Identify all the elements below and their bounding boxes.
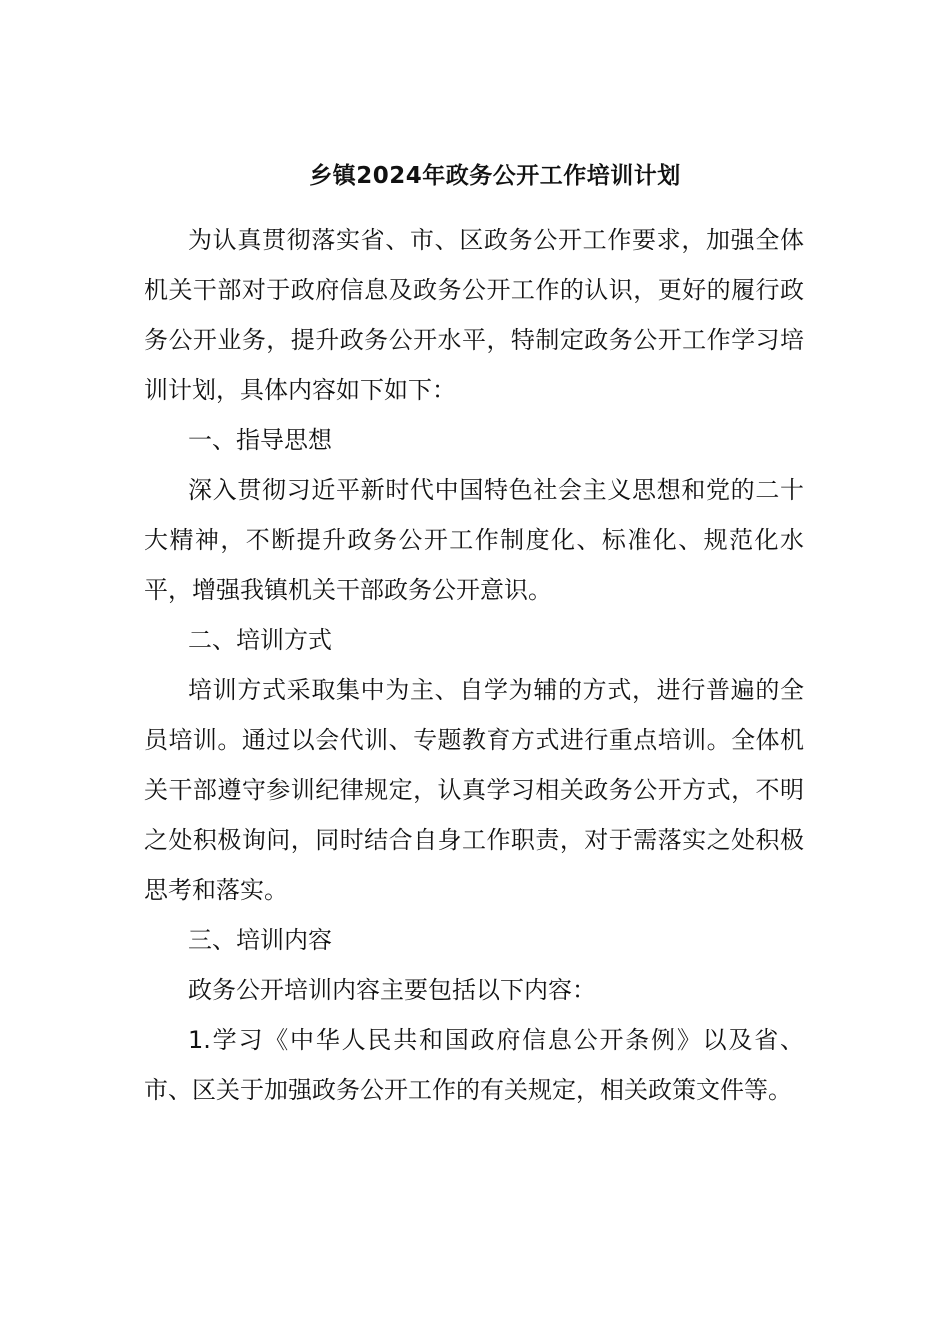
section-heading-training-content: 三、培训内容 <box>188 926 332 954</box>
intro-paragraph: 为认真贯彻落实省、市、区政务公开工作要求，加强全体机关干部对于政府信息及政务公开工作的认识，更好的履行政务公开业务，提升政务公开水平，特制定政务公开工作学习培训计划，具体内容如下如下： <box>144 226 804 404</box>
training-content-intro-paragraph: 政务公开培训内容主要包括以下内容： <box>188 976 596 1004</box>
guiding-ideology-paragraph: 深入贯彻习近平新时代中国特色社会主义思想和党的二十大精神，不断提升政务公开工作制度化、标准化、规范化水平，增强我镇机关干部政务公开意识。 <box>144 476 804 604</box>
section-heading-training-method: 二、培训方式 <box>188 626 332 654</box>
document-title: 乡镇2024年政务公开工作培训计划 <box>309 163 681 189</box>
section-heading-guiding-ideology: 一、指导思想 <box>188 426 332 454</box>
training-content-item-1: 1.学习《中华人民共和国政府信息公开条例》以及省、市、区关于加强政务公开工作的有关规定，相关政策文件等。 <box>144 1026 804 1104</box>
document-body <box>144 215 804 1115</box>
training-method-paragraph: 培训方式采取集中为主、自学为辅的方式，进行普遍的全员培训。通过以会代训、专题教育方式进行重点培训。全体机关干部遵守参训纪律规定，认真学习相关政务公开方式，不明之处积极询问，同时结合自身工作职责，对于需落实之处积极思考和落实。 <box>144 676 804 904</box>
